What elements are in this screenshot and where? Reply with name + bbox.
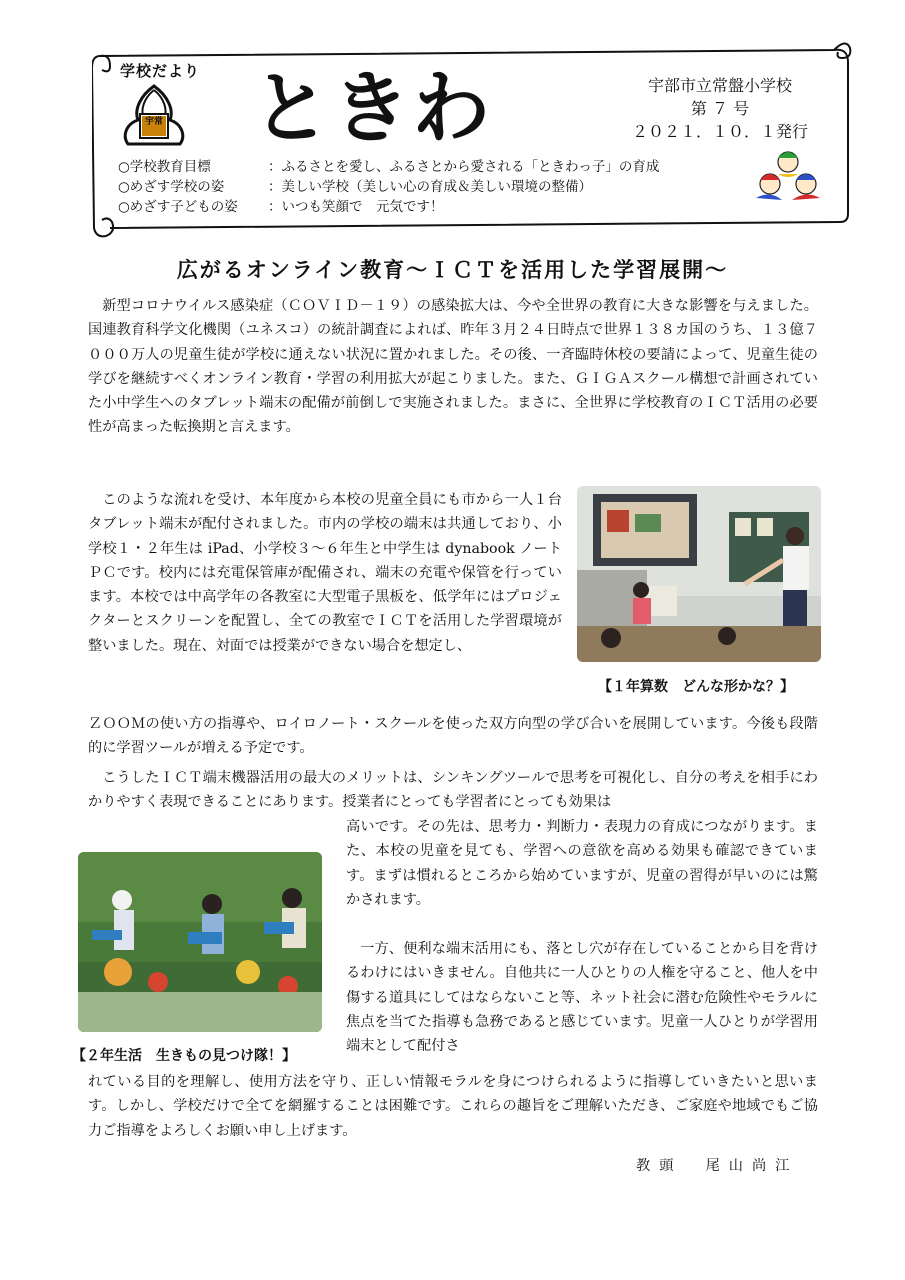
tagline: 学校だより bbox=[120, 62, 201, 80]
school-emblem-icon bbox=[120, 84, 188, 148]
school-name: 宇部市立常盤小学校 bbox=[647, 76, 792, 95]
classroom-photo-icon bbox=[577, 486, 821, 662]
article-paragraph-4 bbox=[346, 937, 818, 1058]
photo-life-studies bbox=[78, 852, 322, 1032]
paragraph-text: このような流れを受け、本年度から本校の児童全員にも市から一人１台タブレット端末が配付されました。市内の学校の端末は共通しており、小学校１・２年生は iPad、小学校３～６年生と中学生は dynabook ノートＰＣです。校内には充電保管庫が配備され、端末の充電や保管を行っています。本校では中高学年の各教室に大型電子黒板を、低学年にはプロジェクターとスクリーンを配置し、全ての教室でＩＣＴを活用した学習環境が整いました。現在、対面では授業ができない場合を想定し、 bbox=[88, 492, 562, 654]
article-paragraph-2 bbox=[88, 488, 562, 658]
issue-date: ２０２１．１０．１発行 bbox=[631, 122, 808, 141]
newsletter-title: ときわ bbox=[252, 64, 493, 154]
logo-text: 宇常 bbox=[144, 117, 163, 127]
goal-value: ：いつも笑顔で 元気です！ bbox=[268, 199, 444, 215]
paragraph-text: 一方、便利な端末活用にも、落とし穴が存在していることから目を背けるわけにはいきません。自他共に一人ひとりの人権を守ること、他人を中傷する道具にしてはならないこと等、ネット社会に潜む危険性やモラルに焦点を当てた指導も急務であると感じています。児童一人ひとりが学習用端末として配付さ bbox=[346, 941, 818, 1055]
masthead-banner bbox=[92, 40, 854, 238]
photo-caption-2: 【２年生活 生きもの見つけ隊！】 bbox=[72, 1048, 296, 1064]
children-mascot-icon bbox=[752, 148, 824, 208]
goal-row bbox=[118, 157, 659, 177]
goal-value: ：ふるさとを愛し、ふるさとから愛される「ときわっ子」の育成 bbox=[268, 159, 660, 175]
article-paragraph-3-cont bbox=[346, 815, 818, 912]
article-paragraph-4-cont bbox=[88, 1070, 818, 1143]
goal-row bbox=[118, 177, 659, 197]
school-info bbox=[610, 74, 830, 143]
article-paragraph-1 bbox=[88, 294, 818, 440]
paragraph-text: 新型コロナウイルス感染症（ＣＯＶＩＤ－１９）の感染拡大は、今や全世界の教育に大きな影響を与えました。国連教育科学文化機関（ユネスコ）の統計調査によれば、昨年３月２４日時点で世界１３８カ国のうち、１３億７０００万人の児童生徒が学校に通えない状況に置かれました。その後、一斉臨時休校の要請によって、児童生徒の学びを継続すべくオンライン教育・学習の利用拡大が起こりました。また、ＧＩＧＡスクール構想で計画されていた小中学生へのタブレット端末の配備が前倒しで実施されました。まさに、全世界に学校教育のＩＣＴ活用の必要性が高まった転換期と言えます。 bbox=[88, 298, 818, 436]
paragraph-text: 高いです。その先は、思考力・判断力・表現力の育成につながります。また、本校の児童を見ても、学習への意欲を高める効果も確認できています。まずは慣れるところから始めていますが、児童の習得が早いのには驚かされます。 bbox=[346, 819, 818, 908]
mascot-illustration bbox=[752, 148, 824, 208]
photo-caption-1: 【１年算数 どんな形かな？】 bbox=[598, 679, 794, 695]
article-paragraph-3 bbox=[88, 766, 818, 815]
article-headline: 広がるオンライン教育～ＩＣＴを活用した学習展開～ bbox=[176, 257, 729, 282]
photo-math-class bbox=[577, 486, 821, 662]
paragraph-text: こうしたＩＣＴ端末機器活用の最大のメリットは、シンキングツールで思考を可視化し、自分の考えを相手にわかりやすく表現できることにあります。授業者にとっても学習者にとっても効果は bbox=[88, 770, 818, 811]
goal-key: ○めざす学校の姿 bbox=[118, 179, 225, 195]
goal-key: ○学校教育目標 bbox=[118, 159, 211, 175]
paragraph-text: れている目的を理解し、使用方法を守り、正しい情報モラルを身につけられるように指導していきたいと思います。しかし、学校だけで全てを網羅することは困難です。これらの趣旨をご理解いただき、ご家庭や地域でもご協力ご指導をよろしくお願い申し上げます。 bbox=[88, 1074, 818, 1139]
goal-key: ○めざす子どもの姿 bbox=[118, 199, 238, 215]
goal-value: ：美しい学校（美しい心の育成＆美しい環境の整備） bbox=[268, 179, 592, 195]
school-logo bbox=[120, 84, 188, 148]
garden-photo-icon bbox=[78, 852, 322, 1032]
author-signature: 教頭 尾山尚江 bbox=[636, 1158, 799, 1174]
goal-row bbox=[118, 197, 659, 217]
school-goals bbox=[118, 157, 659, 217]
article-paragraph-2-cont bbox=[88, 712, 818, 761]
paragraph-text: ＺＯＯＭの使い方の指導や、ロイロノート・スクールを使った双方向型の学び合いを展開しています。今後も段階的に学習ツールが増える予定です。 bbox=[88, 716, 818, 757]
issue-number: 第 ７ 号 bbox=[690, 99, 750, 118]
